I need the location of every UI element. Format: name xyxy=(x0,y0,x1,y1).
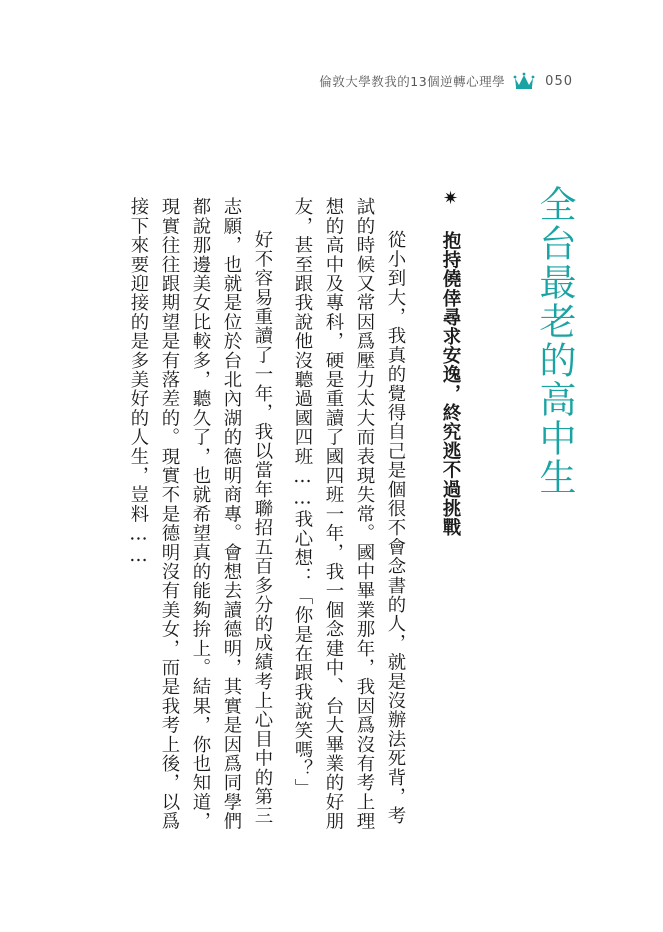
section-heading xyxy=(437,188,463,537)
page-number: 050 xyxy=(545,73,573,89)
body-column-4: 友，甚至跟我說他沒聽過國四班……我心想：「你是在跟我說笑嗎？」 xyxy=(292,197,313,798)
book-title: 倫敦大學教我的13個逆轉心理學 xyxy=(319,74,506,89)
body-column-9: 接下來要迎接的是多美好的人生，豈料…… xyxy=(128,197,149,567)
body-column-8: 現實往往跟期望是有落差的。現實不是德明沒有美女，而是我考上後，以爲 xyxy=(159,197,180,831)
body-column-5: 好不容易重讀了一年，我以當年聯招五百多分的成績考上心目中的第三 xyxy=(252,230,273,826)
section-heading-text: 抱持僥倖尋求安逸，終究逃不過挑戰 xyxy=(440,231,461,537)
body-column-2: 試的時候又常因爲壓力太大而表現失常。國中畢業那年，我因爲沒有考上理 xyxy=(354,197,375,831)
body-column-7: 都說那邊美女比較多，聽久了，也就希望真的能夠拚上。結果，你也知道， xyxy=(190,197,211,831)
chapter-title: 全台最老的高中生 xyxy=(533,185,576,497)
body-column-1: 從小到大，我真的覺得自己是個很不會念書的人，就是沒辦法死背，考 xyxy=(385,230,406,826)
running-header xyxy=(319,72,573,90)
body-column-6: 志願，也就是位於台北內湖的德明商專。會想去讀德明，其實是因爲同學們 xyxy=(221,197,242,831)
star-bullet-icon: ✷ xyxy=(440,188,461,210)
body-column-3: 想的高中及專科，硬是重讀了國四班一年，我一個念建中、台大畢業的好朋 xyxy=(323,197,344,831)
crown-icon xyxy=(513,72,535,90)
